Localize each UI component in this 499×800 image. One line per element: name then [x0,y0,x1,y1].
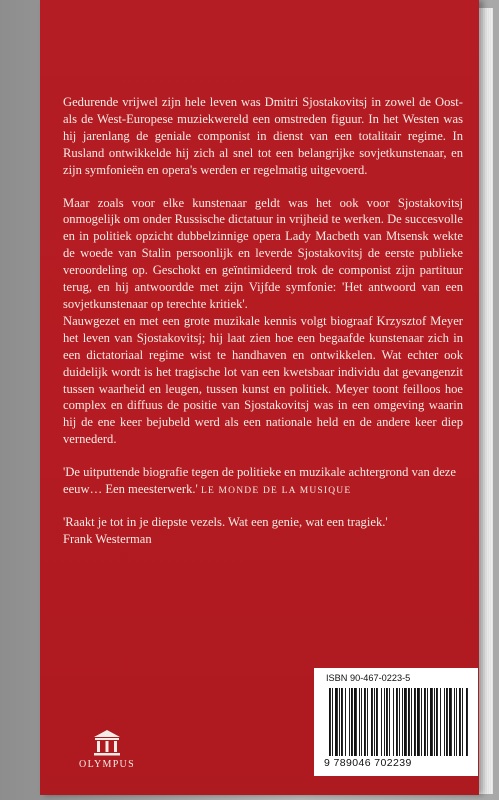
blurb-paragraph-2: Maar zoals voor elke kunstenaar geldt was het ook voor Sjostakovitsj onmogelijk om onder Russische dictatuur in vrijheid te werken. De succesvolle en in politiek opzicht dubbelzinnige opera Lady Macbeth van Mtsensk wekte de woede van Stalin persoonlijk en leverde Sjostakovitsj de eerste publieke veroordeling op. Geschokt en geïntimideerd trok de componist zijn partituur terug, en hij antwoordde met zijn Vijfde symfonie: 'Het antwoord van een sovjetkunstenaar op terechte kritiek'. [63,195,463,311]
barcode-bar [417,688,420,756]
review-quote-text: 'De uitputtende biografie tegen de politieke en muzikale achtergrond van deze eeuw… Een meesterwerk.' [63,465,456,497]
barcode-bar [354,688,357,756]
barcode-bar [440,688,441,756]
barcode-bar [436,688,438,756]
barcode-bar [444,688,445,756]
barcode-bar [349,688,350,756]
publisher-name: OLYMPUS [79,759,135,770]
barcode-bar [329,688,331,756]
barcode-bar [466,688,468,756]
barcode-bar [449,688,452,756]
blurb-paragraph-3: Nauwgezet en met een grote muzikale kennis volgt biograaf Krzysztof Meyer het leven van Sjostakovitsj; hij laat zien hoe een begaafde kunstenaar zich in een dictatoriaal regime wist te handhaven en ontwikkelen. Wat echter ook duidelijk wordt is het tragische lot van een kwetsbaar individu dat gevangenzit tussen waarheid en leugen, tussen kunst en politiek. Meyer toont feilloos hoe complex en diffuus de positie van Sjostakovitsj was in een omgeving waarin hij de ene keer bejubeld werd als een nationale held en de andere keer diep vernederd. [63,313,463,447]
barcode-bar [402,688,403,756]
barcode-bar [446,688,448,756]
barcode-digits: 9 789046 702239 [324,757,412,769]
barcode-bar [341,688,343,756]
barcode-bar [456,688,457,756]
barcode-bar [367,688,368,756]
barcode-bar [434,688,435,756]
barcode-bar [376,688,378,756]
barcode-bar [332,688,333,756]
barcode-bar [345,688,346,756]
publisher-logo [70,728,144,770]
barcode-bar [389,688,390,756]
barcode-bar [374,688,375,756]
barcode-bar [381,688,382,756]
barcode-bar [427,688,428,756]
barcode-bar [411,688,412,756]
barcode-bar [396,688,398,756]
barcode-bar [408,688,410,756]
barcode-bar [371,688,373,756]
review-quote-2 [63,514,463,548]
barcode-bar [335,688,338,756]
barcode-bar [421,688,422,756]
temple-icon [92,728,122,756]
barcode-bar [386,688,388,756]
barcode-bar [399,688,400,756]
blurb-text [63,94,463,562]
barcode-bar [430,688,433,756]
barcode [328,688,468,756]
barcode-bar [359,688,360,756]
barcode-bar [404,688,407,756]
barcode-bar [462,688,463,756]
barcode-bar [351,688,353,756]
barcode-bar [424,688,426,756]
barcode-bar [393,688,394,756]
review-source: LE MONDE DE LA MUSIQUE [200,486,352,497]
blurb-paragraph-1: Gedurende vrijwel zijn hele leven was Dmitri Sjostakovitsj in zowel de Oost- als de West-Europese muziekwereld een omstreden figuur. In het Westen was hij jarenlang de geniale componist in dienst van een totalitair regime. In Rusland ontwikkelde hij zich al snel tot een belangrijke sovjetkunstenaar, en zijn symfonieën en opera's werden er regelmatig uitgevoerd. [63,95,463,177]
review-quote-1 [63,464,463,500]
barcode-bar [361,688,362,756]
page-edges [479,8,493,794]
barcode-label [314,668,478,776]
barcode-bar [384,688,385,756]
barcode-bar [364,688,366,756]
review-quote-text: 'Raakt je tot in je diepste vezels. Wat een genie, wat een tragiek.' [63,514,388,529]
barcode-bar [454,688,455,756]
barcode-bar [339,688,340,756]
barcode-bar [459,688,461,756]
barcode-bar [414,688,416,756]
isbn-number: ISBN 90-467-0223-5 [326,673,411,683]
review-source: Frank Westerman [63,531,152,546]
